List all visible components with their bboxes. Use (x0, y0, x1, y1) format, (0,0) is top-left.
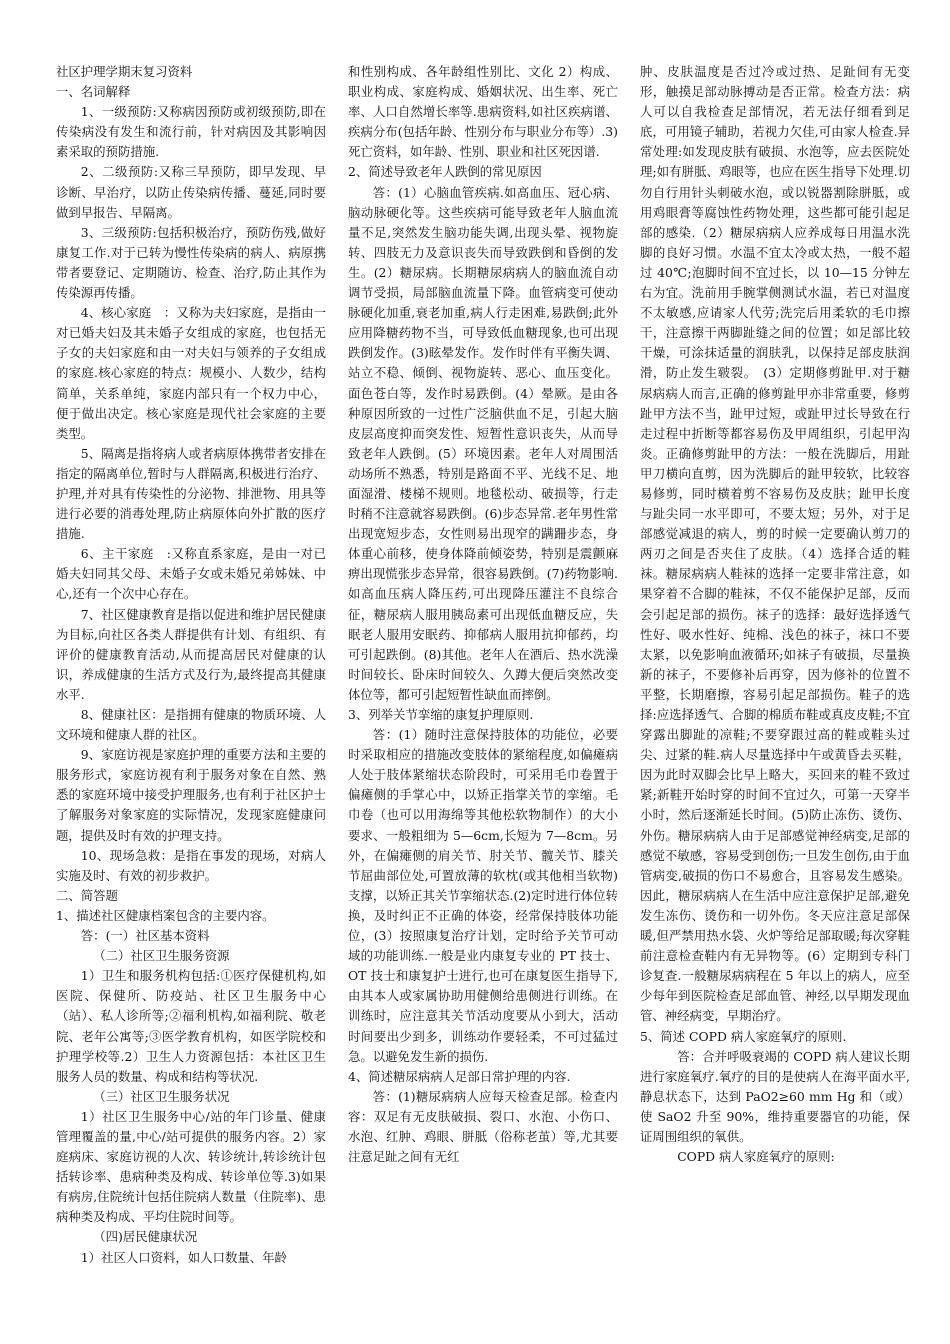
paragraph: 6、主干家庭 :又称直系家庭，是由一对已婚夫妇同其父母、未婚子女或未婚兄弟姊妹、中心,还有一个次中心存在。 (56, 546, 326, 602)
paragraph: 答：合并呼吸衰竭的 COPD 病人建议长期进行家庭氧疗.氧疗的目的是使病人在海平面水平,静息状态下，达到 PaO2≥60 mm Hg 和（或）使 SaO2 升至 90%，维持重要器官的功能，保证周围组织的氧供。 (640, 1048, 910, 1144)
paragraph: 答：(一）社区基本资料 (80, 928, 210, 944)
paragraph: 答：(1）随时注意保持肢体的功能位，必要时采取相应的措施改变肢体的紧缩程度,如偏瘫病人处于肢体紧缩状态阶段时，可采用毛巾卷置于偏瘫侧的手掌心中，以矫正指掌关节的挛缩。毛巾卷（也可以用海绵等其他松软物制作）的大小要求、一般粗细为 5—6cm,长短为 7—8cm。另外，在偏瘫侧的肩关节、肘关节、髋关节、膝关节屈曲部位处,可置放薄的软枕(或其他相当软物)支撑，以矫正其关节挛缩状态.(2)定时进行体位转换，及时纠正不正确的体姿，经常保持肢体功能位，(3）按照康复治疗计划，定时给予关节可动域的功能训练.一般是业内康复专业的 PT 技士、OT 技士和康复护士进行,也可在康复医生指导下,由其本人或家属协助用健侧给患侧进行训练。在训练时，应注意其关节活动度要从小到大，活动时间要出少到多，训练动作要轻柔，不可过猛过急。以避免发生新的损伤. (348, 727, 618, 1064)
paragraph: 3、三级预防:包括积极治疗，预防伤残,做好康复工作.对于已转为慢性传染病的病人、病原携带者要登记、定期随访、检查、治疗,防止其作为传染源再传播。 (56, 224, 326, 301)
text-column-3 (640, 62, 910, 1344)
paragraph: 二、简答题 (56, 887, 118, 903)
paragraph: 4、核心家庭 ：又称为夫妇家庭，是指由一对已婚夫妇及其未婚子女组成的家庭，也包括无子女的夫妇家庭和由一对夫妇与领养的子女组成的家庭.核心家庭的特点：规模小、人数少，结构简单，关系单纯，家庭内部只有一个权力中心，便于做出决定。核心家庭是现代社会家庭的主要类型。 (56, 305, 326, 441)
paragraph: 肿、皮肤温度是否过冷或过热、足趾间有无变形，触摸足部动脉搏动是否正常。检查方法：病人可以自我检查足部情况，若无法仔细看到足底，可用镜子辅助，若视力欠佳,可由家人检查.异常处理:如发现皮肤有破损、水泡等，应去医院处理;如有胼胝、鸡眼等，也应在医生指导下处理.切勿自行用针头刺破水泡，或以锐器割除胼胝，或用鸡眼膏等腐蚀性药物处理，这些都可能引起足部的感染.（2）糖尿病病人应养成每日用温水洗脚的良好习惯。水温不宜太冷或太热，一般不超过 40℃;泡脚时间不宜过长，以 10—15 分钟左右为宜。洗前用手腕掌侧测试水温，若已对温度不太敏感,应请家人代劳;洗完后用柔软的毛巾擦干，注意擦干两脚趾缝之间的位置；如足部比较干燥，可涂抹适量的润肤乳，以保持足部皮肤润滑，防止发生皲裂。 (3）定期修剪趾甲.对于糖尿病病人而言,正确的修剪趾甲亦非常重要，修剪趾甲方法不当，趾甲过短，或趾甲过长导致在行走过程中折断等都容易伤及甲周组织，引起甲沟炎。正确修剪趾甲的方法：一般在洗脚后，用趾甲刀横向直剪，因为洗脚后的趾甲较软，比较容易修剪，同时横着剪不容易伤及皮肤；趾甲长度与趾尖同一水平即可，不要太短；另外，对于足部感觉减退的病人，剪的时候一定要确认剪刀的两刃之间是否夹住了皮肤。（4）选择合适的鞋袜。糖尿病病人鞋袜的选择一定要非常注意，如果穿着不合脚的鞋袜，不仅不能保护足部，反而会引起足部的损伤。袜子的选择：最好选择透气性好、吸水性好、纯棉、浅色的袜子，袜口不要太紧，以免影响血液循环;如袜子有破损，尽量换新的袜子，不要修补后再穿，因为修补的位置不平整，长期磨擦，容易引起足部损伤。鞋子的选择:应选择透气、合脚的棉质布鞋或真皮皮鞋;不宜穿露出脚趾的凉鞋;不要穿跟过高的鞋或鞋头过尖、过紧的鞋.病人尽量选择中午或黄昏去买鞋，因为此时双脚会比早上略大，买回来的鞋不致过紧;新鞋开始时穿的时间不宜过久，可第一天穿半小时，然后逐渐延长时间。(5)防止冻伤、烫伤、外伤。糖尿病病人由于足部感觉神经病变,足部的感觉不敏感，容易受到创伤;一旦发生创伤,由于血管病变,破损的伤口不易愈合，且容易发生感染。因此，糖尿病病人在生活中应注意保护足部,避免发生冻伤、烫伤和一切外伤。冬天应注意足部保暖,但严禁用热水袋、火炉等给足部取暖;每次穿鞋前注意检查鞋内有无异物等。(6）定期到专科门诊复查.一般糖尿病病程在 5 年以上的病人，应至少每年到医院检查足部血管、神经,以早期发现血管、神经病变，早期治疗。 (640, 64, 910, 1024)
paragraph: 和性别构成、各年龄组性别比、文化 2）构成、职业构成、家庭构成、婚姻状况、出生率、死亡率、人口自然增长率等.患病资料,如社区疾病谱、疾病分布(包括年龄、性别分布与职业分布等）.3)死亡资料，如年龄、性别、职业和社区死因谱. (348, 64, 618, 160)
paragraph: 10、现场急救：是指在事发的现场，对病人实施及时、有效的初步救护。 (56, 847, 326, 883)
paragraph: 社区护理学期末复习资料 (56, 64, 193, 79)
paragraph: （三）社区卫生服务状况 (93, 1088, 230, 1104)
paragraph: 一、名词解释 (56, 84, 131, 100)
paragraph: 9、家庭访视是家庭护理的重要方法和主要的服务形式，家庭访视有利于服务对象在自然、熟悉的家庭环境中接受护理服务,也有利于社区护士了解服务对象家庭的实际情况，发现家庭健康问题，提供及时有效的护理支持。 (56, 747, 326, 843)
paragraph: 2、简述导致老年人跌倒的常见原因 (348, 164, 542, 180)
text-column-1 (56, 62, 326, 1344)
paragraph: 答：(1）心脑血管疾病.如高血压、冠心病、脑动脉硬化等。这些疾病可能导致老年人脑血流量不足,突然发生脑功能失调,出现头晕、视物旋转、四肢无力及意识丧失而导致跌倒和昏倒的发生。(2）糖尿病。长期糖尿病病人的脑血流自动调节受损，局部脑血流量下降。血管病变可使动脉硬化加重,衰老加重,病人行走困难,易跌倒;此外应用降糖药物不当，可导致低血糖现象,也可出现跌倒发作。(3)眩晕发作。发作时伴有平衡失调、站立不稳、倾倒、视物旋转、恶心、血压变化。面色苍白等，发作时易跌倒。(4）晕厥。是由各种原因所致的一过性广泛脑供血不足，引起大脑皮层高度抑而突发性、短暂性意识丧失，从而导致老年人跌倒。(5）环境因素。老年人对周围活动场所不熟悉，特别是路面不平、光线不足、地面湿滑、楼梯不规则。地毯松动、破损等，行走时稍不注意就容易跌倒。(6)步态异常.老年男性常出现宽短步态，女性则易出现窄的蹒跚步态，身体重心前移，使身体降前倾姿势，特别是震颤麻痹出现慌张步态异常，很容易跌倒。(7)药物影响.如高血压病人降压药,可出现降压灌注不良综合征，糖尿病人服用胰岛素可出现低血糖反应，失眠老人服用安眠药、抑郁病人服用抗抑郁药，均可引起跌倒。(8)其他。老年人在酒后、热水洗澡时间较长、卧床时间较久、久蹲大便后突然改变体位等，都可引起短暂性缺血而摔倒。 (348, 184, 618, 702)
text-column-2 (348, 62, 618, 1344)
paragraph: 1、一级预防:又称病因预防或初级预防,即在传染病没有发生和流行前，针对病因及其影响因素采取的预防措施. (56, 104, 326, 160)
paragraph: 3、列举关节挛缩的康复护理原则. (348, 707, 534, 722)
paragraph: 8、健康社区：是指拥有健康的物质环境、人文环境和健康人群的社区。 (56, 707, 326, 743)
paragraph: 5、简述 COPD 病人家庭氧疗的原则. (640, 1028, 847, 1044)
paragraph: 1）卫生和服务机构包括:①医疗保健机构,如医院、保健所、防疫站、社区卫生服务中心（站）、私人诊所等;②福利机构,如福利院、敬老院、老年公寓等;③医学教育机构，如医学院校和护理学校等.2）卫生人力资源包括：本社区卫生服务人员的数量、构成和结构等状况. (56, 968, 326, 1084)
paragraph: COPD 病人家庭氧疗的原则: (677, 1149, 835, 1165)
paragraph: 4、简述糖尿病病人足部日常护理的内容. (348, 1068, 571, 1084)
paragraph: 答：(1)糖尿病病人应每天检查足部。检查内容：双足有无皮肤破损、裂口、水泡、小伤口、水泡、红肿、鸡眼、胼胝（俗称老茧）等,尤其要注意足趾之间有无红 (348, 1088, 618, 1165)
paragraph: 5、隔离是指将病人或者病原体携带者安排在指定的隔离单位,暂时与人群隔离,积极进行治疗、护理,并对具有传染性的分泌物、排泄物、用具等进行必要的消毒处理,防止病原体向外扩散的医疗措施. (56, 445, 326, 542)
paragraph: 1、描述社区健康档案包含的主要内容。 (56, 907, 275, 923)
paragraph: 7、社区健康教育是指以促进和维护居民健康为目标,向社区各类人群提供有计划、有组织、有评价的健康教育活动,从而提高居民对健康的认识，养成健康的生活方式及行为,最终提高其健康水平. (56, 606, 326, 702)
paragraph: （四)居民健康状况 (93, 1229, 198, 1245)
paragraph: 1）社区人口资料，如人口数量、年龄 (80, 1249, 287, 1265)
paragraph: （二）社区卫生服务资源 (93, 948, 230, 964)
paragraph: 1）社区卫生服务中心/站的年门诊量、健康管理覆盖的量,中心/站可提供的服务内容。2）家庭病床、家庭访视的人次、转诊统计,转诊统计包括转诊率、患病种类及构成、转诊单位等.3)如果有病房,住院统计包括住院病人数量（住院率)、患病种类及构成、平均住院时间等。 (56, 1108, 326, 1225)
paragraph: 2、二级预防:又称三早预防，即早发现、早诊断、早治疗，以防止传染病传播、蔓延,同时要做到早报告、早隔离。 (56, 164, 326, 220)
